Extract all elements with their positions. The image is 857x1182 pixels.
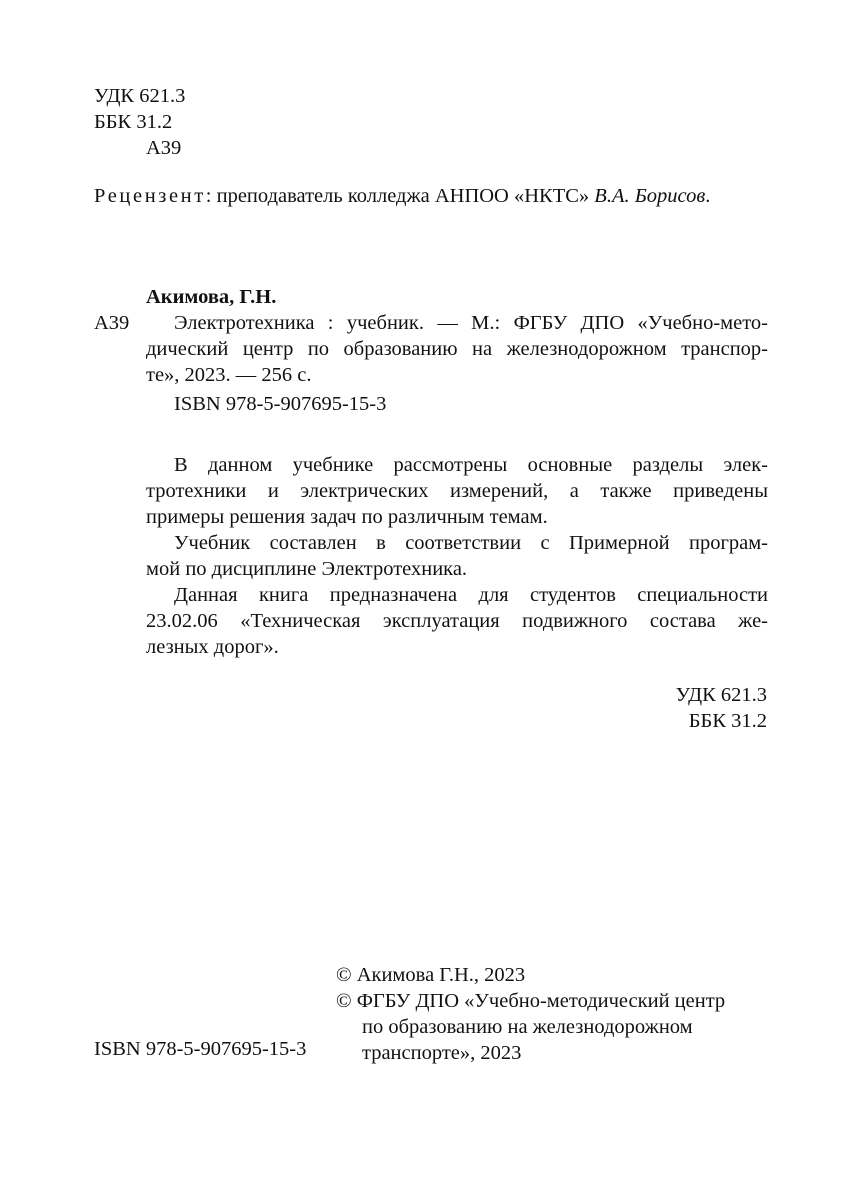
abstract-line: В данном учебнике рассмотрены основные разделы элек-	[174, 454, 768, 476]
copyright-line: транспорте», 2023	[362, 1042, 522, 1064]
record-line: Электротехника : учебник. — М.: ФГБУ ДПО «Учебно-мето-	[174, 312, 768, 334]
abstract-line: Данная книга предназначена для студентов специальности	[174, 584, 768, 606]
bbk-code: ББК 31.2	[94, 111, 173, 133]
bbk-code: ББК 31.2	[688, 710, 767, 732]
record-author-sign: А39	[94, 312, 130, 334]
copyright-line: по образованию на железнодорожном	[362, 1016, 693, 1038]
record-author: Акимова, Г.Н.	[146, 286, 277, 308]
record-description	[146, 310, 768, 388]
abstract-line: мой по дисциплине Электротехника.	[146, 558, 468, 580]
copyright-line: © Акимова Г.Н., 2023	[336, 964, 526, 986]
abstract	[146, 452, 768, 660]
udk-code: УДК 621.3	[94, 85, 186, 107]
header-classification	[94, 83, 185, 161]
abstract-line: примеры решения задач по различным темам.	[146, 506, 548, 528]
abstract-line: тротехники и электрических измерений, а также приведены	[146, 480, 768, 502]
reviewer-end: .	[705, 185, 711, 207]
record-line: те», 2023. — 256 с.	[146, 364, 312, 386]
copyright-block	[336, 962, 725, 1066]
abstract-line: Учебник составлен в соответствии с Примерной програм-	[174, 532, 768, 554]
abstract-line: 23.02.06 «Техническая эксплуатация подвижного состава же-	[146, 610, 768, 632]
record-isbn: ISBN 978-5-907695-15-3	[174, 393, 387, 415]
reviewer-name: В.А. Борисов	[594, 185, 706, 207]
copyright-line: © ФГБУ ДПО «Учебно-методический центр	[336, 990, 726, 1012]
isbn-bottom: ISBN 978-5-907695-15-3	[94, 1038, 307, 1060]
reviewer-text: : преподаватель колледжа АНПОО «НКТС»	[205, 185, 595, 207]
author-sign: А39	[146, 137, 182, 159]
reviewer-line	[94, 183, 710, 209]
footer-classification	[676, 682, 767, 734]
record-line: дический центр по образованию на железнодорожном транспор-	[146, 338, 768, 360]
udk-code: УДК 621.3	[675, 684, 767, 706]
abstract-line: лезных дорог».	[146, 636, 279, 658]
reviewer-label: Рецензент	[94, 185, 206, 207]
